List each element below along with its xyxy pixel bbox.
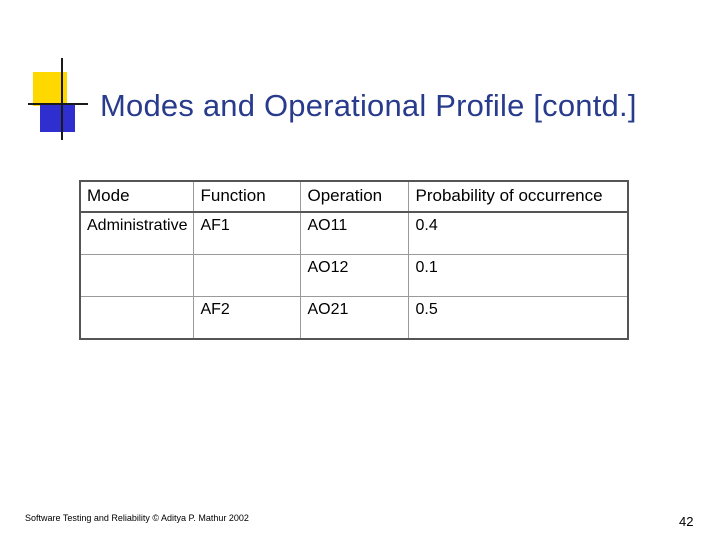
cell-probability: 0.1 bbox=[409, 255, 628, 297]
header-mode: Mode bbox=[80, 181, 194, 212]
cell-operation: AO11 bbox=[301, 212, 409, 255]
blue-square-shape bbox=[40, 103, 75, 132]
cell-function: AF1 bbox=[194, 212, 301, 255]
slide-title: Modes and Operational Profile [contd.] bbox=[100, 88, 637, 123]
cell-function bbox=[194, 255, 301, 297]
cell-function: AF2 bbox=[194, 297, 301, 340]
page-number: 42 bbox=[679, 514, 694, 529]
table-header-row bbox=[80, 181, 628, 212]
slide-logo-decoration bbox=[0, 0, 90, 150]
table-row bbox=[80, 212, 628, 255]
table-row bbox=[80, 255, 628, 297]
cell-mode bbox=[80, 255, 194, 297]
header-operation: Operation bbox=[301, 181, 409, 212]
horizontal-line-shape bbox=[28, 103, 88, 105]
operational-profile-table bbox=[79, 180, 629, 340]
cell-operation: AO21 bbox=[301, 297, 409, 340]
table-row bbox=[80, 297, 628, 340]
header-function: Function bbox=[194, 181, 301, 212]
cell-probability: 0.5 bbox=[409, 297, 628, 340]
vertical-line-shape bbox=[61, 58, 63, 140]
cell-probability: 0.4 bbox=[409, 212, 628, 255]
header-probability: Probability of occurrence bbox=[409, 181, 628, 212]
cell-operation: AO12 bbox=[301, 255, 409, 297]
cell-mode: Administrative bbox=[80, 212, 194, 255]
slide-footer: Software Testing and Reliability © Aditya P. Mathur 2002 bbox=[25, 513, 249, 523]
cell-mode bbox=[80, 297, 194, 340]
